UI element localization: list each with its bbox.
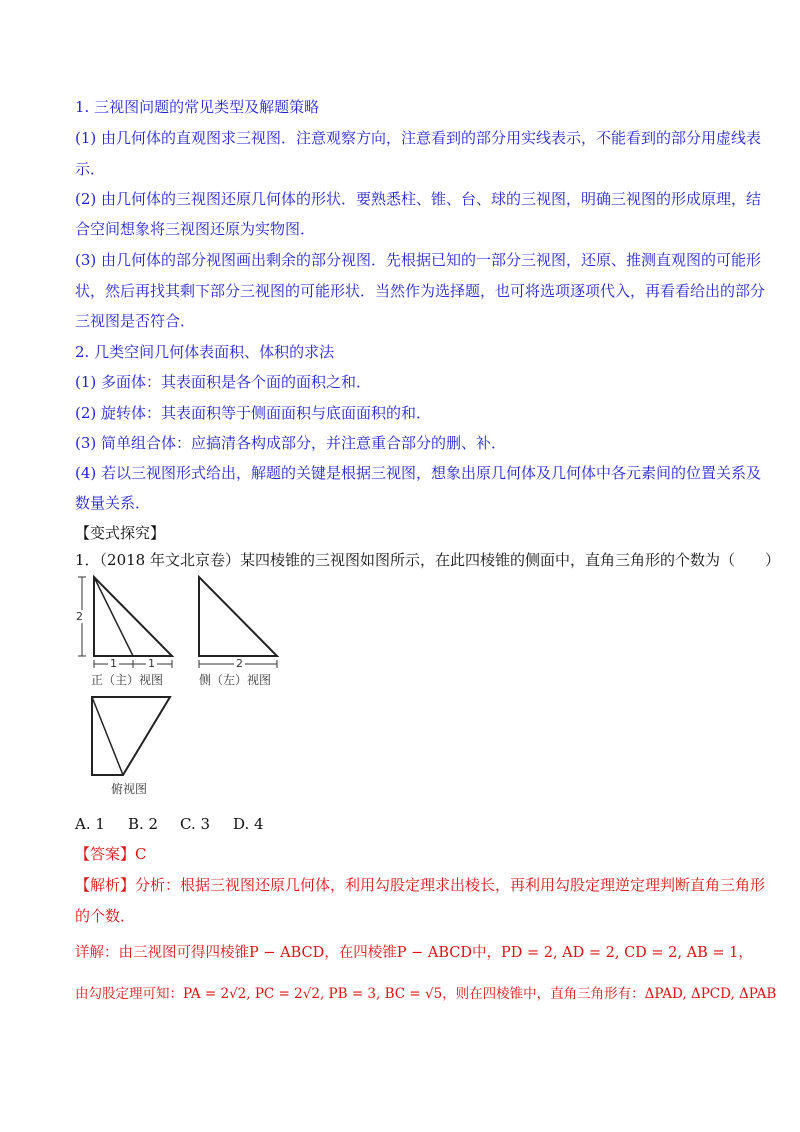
analysis-line2: 的个数． (75, 907, 136, 925)
option-a: A. 1 (75, 815, 105, 833)
section1-p1-line1: (1) 由几何体的直观图求三视图．注意观察方向，注意看到的部分用实线表示，不能看到的部分用虚线表 (75, 129, 762, 147)
top-view-label: 俯视图 (111, 782, 148, 796)
front-width-left-label: 1 (110, 657, 117, 670)
top-view-figure (88, 693, 178, 783)
front-height-label: 2 (76, 610, 83, 623)
section2-item2: (2) 旋转体：其表面积等于侧面面积与底面面积的和． (75, 404, 432, 422)
detail-line2: 由勾股定理可知：PA = 2√2, PC = 2√2, PB = 3, BC = √5，则在四棱锥中，直角三角形有：ΔPAD, ΔPCD, ΔPAB (75, 986, 777, 1002)
section1-p2-line2: 合空间想象将三视图还原为实物图． (75, 220, 316, 238)
option-d: D. 4 (233, 815, 264, 833)
section1-p3-line1: (3) 由几何体的部分视图画出剩余的部分视图．先根据已知的一部分三视图，还原、推测直观图的可能形 (75, 251, 762, 269)
section2-title: 2. 几类空间几何体表面积、体积的求法 (75, 343, 335, 361)
section2-item4-line1: (4) 若以三视图形式给出，解题的关键是根据三视图，想象出原几何体及几何体中各元素间的位置关系及 (75, 464, 762, 482)
analysis-text-1: 分析：根据三视图还原几何体，利用勾股定理求出棱长，再利用勾股定理逆定理判断直角三角形 (135, 876, 766, 894)
option-b: B. 2 (128, 815, 159, 833)
section1-p3-line2: 状，然后再找其剩下部分三视图的可能形状．当然作为选择题，也可将选项逐项代入，再看看给出的部分 (75, 282, 766, 300)
section1-p3-line3: 三视图是否符合． (75, 312, 196, 330)
side-view-label: 侧（左）视图 (199, 673, 272, 687)
analysis-line1 (75, 875, 765, 895)
detail-line1: 详解：由三视图可得四棱锥P − ABCD，在四棱锥P − ABCD中，PD = 2, AD = 2, CD = 2, AB = 1， (75, 945, 753, 961)
section1-p1-line2: 示． (75, 160, 106, 178)
section2-item4-line2: 数量关系． (75, 494, 151, 512)
option-c: C. 3 (180, 815, 211, 833)
answer-label: 【答案】 (75, 845, 136, 863)
analysis-label: 【解析】 (75, 876, 136, 894)
front-width-right-label: 1 (148, 657, 155, 670)
front-view-figure (78, 572, 188, 687)
answer-value: C (135, 845, 147, 863)
answer-line (75, 844, 147, 864)
section1-title: 1. 三视图问题的常见类型及解题策略 (75, 98, 320, 116)
section1-p2-line1: (2) 由几何体的三视图还原几何体的形状．要熟悉柱、锥、台、球的三视图，明确三视图的形成原理，结 (75, 190, 762, 208)
front-view-label: 正（主）视图 (91, 673, 164, 687)
section2-item1: (1) 多面体：其表面积是各个面的面积之和． (75, 373, 372, 391)
section2-item3: (3) 简单组合体：应搞清各构成部分，并注意重合部分的删、补． (75, 434, 507, 452)
side-width-label: 2 (236, 657, 243, 670)
question-text: 1．（2018 年文北京卷）某四棱锥的三视图如图所示，在此四棱锥的侧面中，直角三角形的个数为（ ） (75, 551, 780, 569)
variant-header: 【变式探究】 (75, 524, 166, 542)
